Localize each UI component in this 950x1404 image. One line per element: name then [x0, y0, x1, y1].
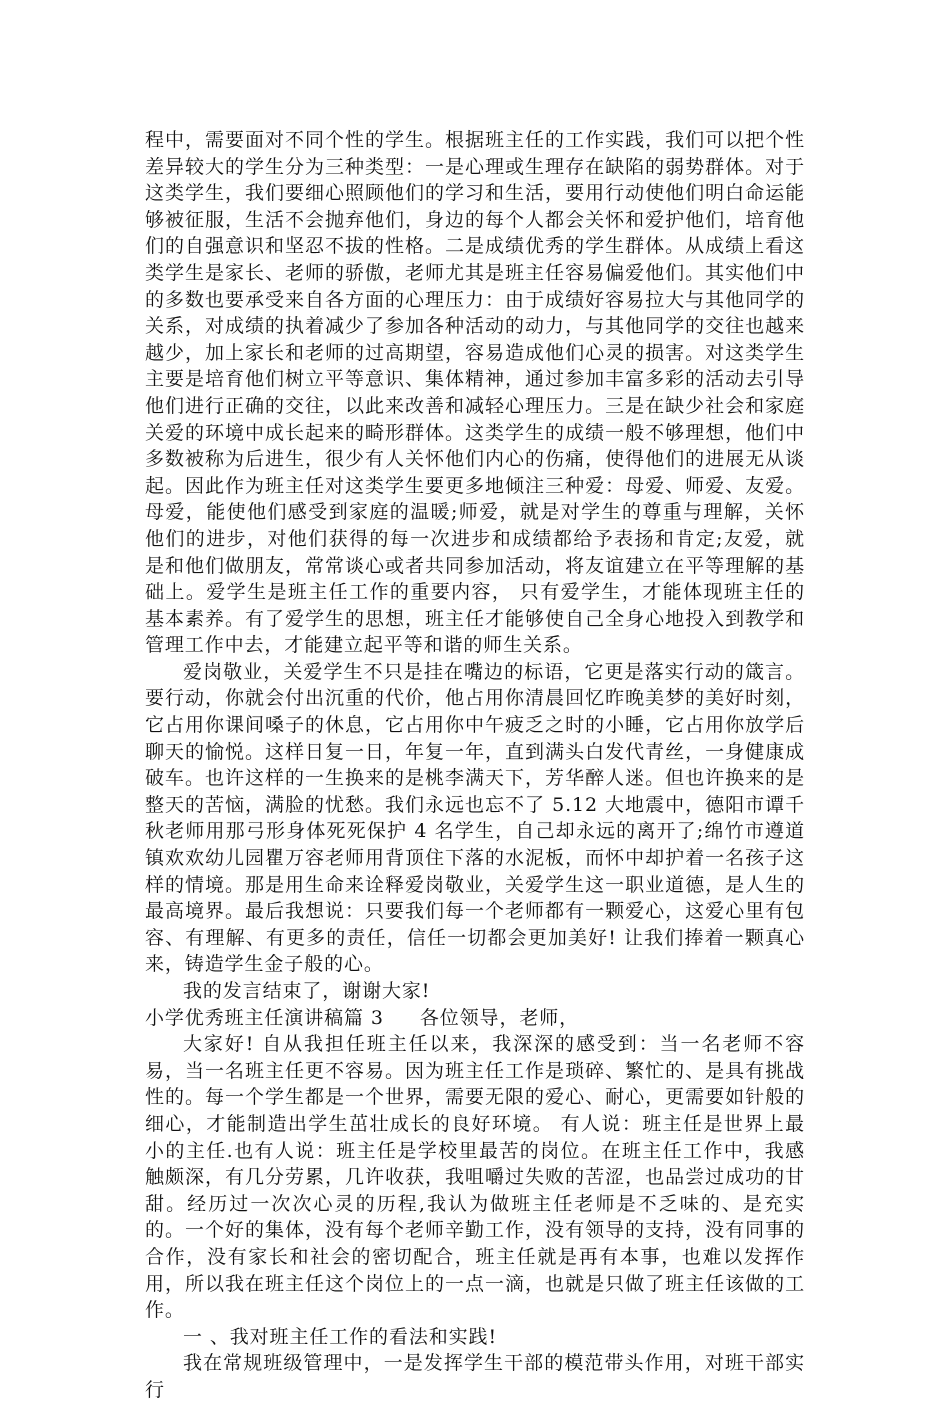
paragraph-student-types: 程中，需要面对不同个性的学生。根据班主任的工作实践，我们可以把个性差异较大的学生分为三种类型：一是心理或生理存在缺陷的弱势群体。对于这类学生，我们要细心照顾他们的学习和生活，要用行动使他们明白命运能够被征服，生活不会抛弃他们，身边的每个人都会关怀和爱护他们，培育他们的自强意识和坚忍不拔的性格。二是成绩优秀的学生群体。从成绩上看这类学生是家长、老师的骄傲，老师尤其是班主任容易偏爱他们。其实他们中的多数也要承受来自各方面的心理压力：由于成绩好容易拉大与其他同学的关系，对成绩的执着减少了参加各种活动的动力，与其他同学的交往也越来越少，加上家长和老师的过高期望，容易造成他们心灵的损害。对这类学生主要是培育他们树立平等意识、集体精神，通过参加丰富多彩的活动去引导他们进行正确的交往，以此来改善和减轻心理压力。三是在缺少社会和家庭关爱的环境中成长起来的畸形群体。这类学生的成绩一般不够理想，他们中多数被称为后进生，很少有人关怀他们内心的伤痛，使得他们的进展无从谈起。因此作为班主任对这类学生要更多地倾注三种爱：母爱、师爱、友爱。母爱，能使他们感受到家庭的温暖;师爱，就是对学生的尊重与理解，关怀他们的进步，对他们获得的每一次进步和成绩都给予表扬和肯定;友爱，就是和他们做朋友，常常谈心或者共同参加活动，将友谊建立在平等理解的基础上。爱学生是班主任工作的重要内容， 只有爱学生，才能体现班主任的基本素养。有了爱学生的思想，班主任才能够使自己全身心地投入到教学和管理工作中去，才能建立起平等和谐的师生关系。: [145, 129, 805, 657]
paragraph-dedication: 爱岗敬业，关爱学生不只是挂在嘴边的标语，它更是落实行动的箴言。要行动，你就会付出沉重的代价，他占用你清晨回忆昨晚美梦的美好时刻，它占用你课间嗓子的休息，它占用你中午疲乏之时的小睡，它占用你放学后聊天的愉悦。这样日复一日，年复一年，直到满头白发代青丝，一身健康成破车。也许这样的一生换来的是桃李满天下，芳华醉人迷。但也许换来的是整天的苦恼，满脸的忧愁。我们永远也忘不了 5.12 大地震中，德阳市谭千秋老师用那弓形身体死死保护 4 名学生，自己却永远的离开了;绵竹市遵道镇欢欢幼儿园瞿万容老师用背顶住下落的水泥板，而怀中却护着一名孩子这样的情境。那是用生命来诠释爱岗敬业，关爱学生这一职业道德，是人生的最高境界。最后我想说：只要我们每一个老师都有一颗爱心，这爱心里有包容、有理解、有更多的责任，信任一切都会更加美好! 让我们捧着一颗真心来，铸造学生金子般的心。: [145, 660, 805, 976]
section-title: 小学优秀班主任演讲稿篇 3: [145, 1006, 384, 1029]
subheading-view-and-practice: 一 、我对班主任工作的看法和实践!: [183, 1325, 497, 1348]
paragraph-greeting: 大家好! 自从我担任班主任以来，我深深的感受到：当一名老师不容易，当一名班主任更不容易。因为班主任工作是琐碎、繁忙的、是具有挑战性的。每一个学生都是一个世界，需要无限的爱心、耐心，更需要如针般的细心，才能制造出学生茁壮成长的良好环境。 有人说：班主任是世界上最小的主任.也有人说：班主任是学校里最苦的岗位。在班主任工作中，我感触颇深，有几分劳累，几许收获，我咀嚼过失败的苦涩，也品尝过成功的甘甜。经历过一次次心灵的历程,我认为做班主任老师是不乏味的、是充实的。一个好的集体，没有每个老师辛勤工作，没有领导的支持，没有同事的合作，没有家长和社会的密切配合，班主任就是再有本事，也难以发挥作用，所以我在班主任这个岗位上的一点一滴，也就是只做了班主任该做的工作。: [145, 1033, 805, 1322]
paragraph-closing: 我的发言结束了，谢谢大家!: [183, 980, 431, 1002]
section-heading-line: [145, 1005, 805, 1032]
document-body: [145, 127, 805, 1404]
salutation: 各位领导，老师，: [419, 1006, 580, 1029]
paragraph-class-management: 我在常规班级管理中，一是发挥学生干部的模范带头作用，对班干部实行: [145, 1352, 805, 1401]
